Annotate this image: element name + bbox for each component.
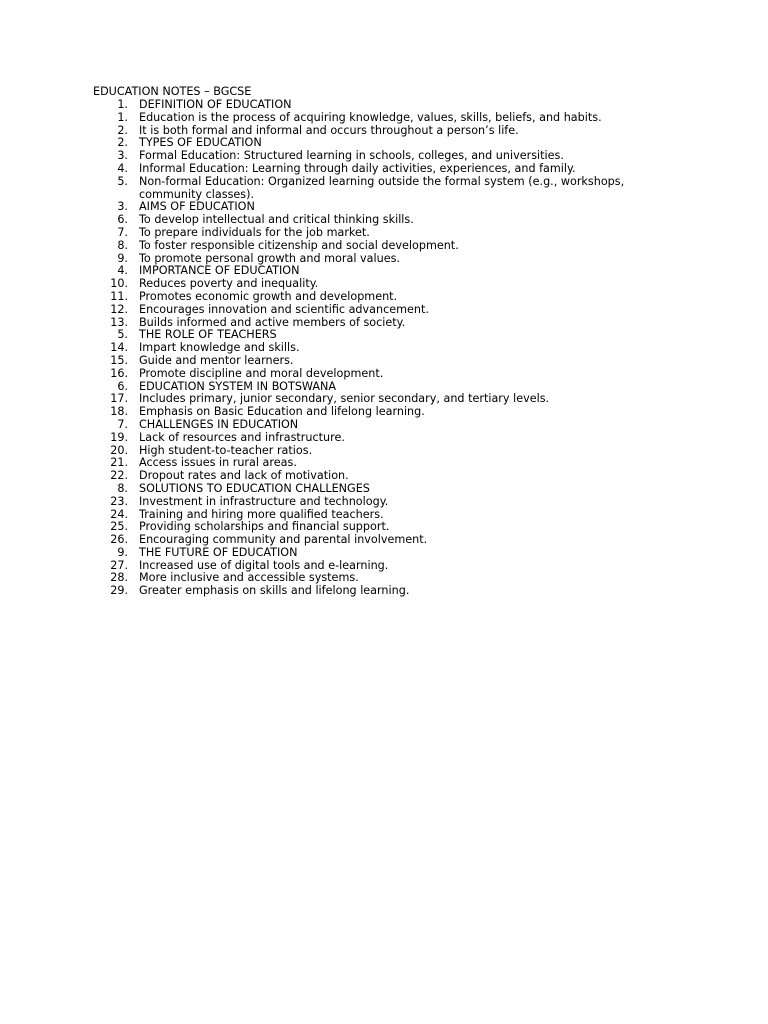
list-item xyxy=(93,470,673,483)
list-item-text: Non-formal Education: Organized learning outside the formal system (e.g., workshops, community classes). xyxy=(139,174,625,201)
list-item xyxy=(93,483,673,496)
list-item xyxy=(93,406,673,419)
list-item-text: Increased use of digital tools and e-learning. xyxy=(139,558,389,572)
list-item-text: To promote personal growth and moral values. xyxy=(139,251,400,265)
list-item-number: 14. xyxy=(110,341,128,355)
list-item-text: IMPORTANCE OF EDUCATION xyxy=(139,264,300,278)
list-item xyxy=(93,112,673,125)
list-item-number: 16. xyxy=(110,366,128,380)
list-item xyxy=(93,99,673,112)
list-item-number: 22. xyxy=(110,469,128,483)
list-item-number: 10. xyxy=(110,277,128,291)
list-item-number: 6. xyxy=(117,379,128,393)
list-item-number: 9. xyxy=(117,545,128,559)
list-item-number: 17. xyxy=(110,392,128,406)
list-item-text: CHALLENGES IN EDUCATION xyxy=(139,417,299,431)
list-item-text: THE FUTURE OF EDUCATION xyxy=(139,545,298,559)
list-item-text: Promotes economic growth and development. xyxy=(139,289,398,303)
list-item-text: Informal Education: Learning through daily activities, experiences, and family. xyxy=(139,161,576,175)
list-item-number: 21. xyxy=(110,456,128,470)
list-item-text: Encourages innovation and scientific advancement. xyxy=(139,302,429,316)
list-item-text: To foster responsible citizenship and social development. xyxy=(139,238,459,252)
list-item-number: 13. xyxy=(110,315,128,329)
list-item-text: EDUCATION SYSTEM IN BOTSWANA xyxy=(139,379,337,393)
list-item xyxy=(93,355,673,368)
list-item-text: Reduces poverty and inequality. xyxy=(139,277,319,291)
list-item-text: Guide and mentor learners. xyxy=(139,353,294,367)
list-item-text: Encouraging community and parental involvement. xyxy=(139,533,428,547)
list-item-number: 5. xyxy=(117,328,128,342)
list-item xyxy=(93,304,673,317)
list-item-number: 15. xyxy=(110,353,128,367)
list-item-number: 3. xyxy=(117,200,128,214)
list-item-text: AIMS OF EDUCATION xyxy=(139,200,255,214)
list-item-number: 23. xyxy=(110,494,128,508)
list-item xyxy=(93,432,673,445)
list-item-number: 9. xyxy=(117,251,128,265)
list-item xyxy=(93,227,673,240)
notes-list xyxy=(93,99,673,598)
list-item-number: 28. xyxy=(110,571,128,585)
list-item-number: 8. xyxy=(117,238,128,252)
list-item-text: Education is the process of acquiring knowledge, values, skills, beliefs, and habits. xyxy=(139,110,602,124)
list-item-number: 3. xyxy=(117,149,128,163)
list-item-text: Access issues in rural areas. xyxy=(139,456,297,470)
list-item-number: 2. xyxy=(117,123,128,137)
list-item-text: More inclusive and accessible systems. xyxy=(139,571,359,585)
list-item-number: 24. xyxy=(110,507,128,521)
list-item-number: 29. xyxy=(110,584,128,598)
list-item xyxy=(93,176,673,202)
list-item-text: High student-to-teacher ratios. xyxy=(139,443,313,457)
list-item-text: Dropout rates and lack of motivation. xyxy=(139,469,349,483)
list-item-text: SOLUTIONS TO EDUCATION CHALLENGES xyxy=(139,481,370,495)
list-item-text: It is both formal and informal and occurs throughout a person’s life. xyxy=(139,123,519,137)
list-item xyxy=(93,419,673,432)
list-item-text: Includes primary, junior secondary, senior secondary, and tertiary levels. xyxy=(139,392,550,406)
list-item-number: 12. xyxy=(110,302,128,316)
list-item-text: To prepare individuals for the job market. xyxy=(139,225,370,239)
list-item-text: Formal Education: Structured learning in schools, colleges, and universities. xyxy=(139,149,564,163)
list-item-number: 18. xyxy=(110,405,128,419)
list-item-number: 1. xyxy=(117,110,128,124)
list-item-text: Impart knowledge and skills. xyxy=(139,341,300,355)
list-item xyxy=(93,368,673,381)
list-item-number: 27. xyxy=(110,558,128,572)
list-item-number: 8. xyxy=(117,481,128,495)
list-item-text: THE ROLE OF TEACHERS xyxy=(139,328,277,342)
list-item-text: Training and hiring more qualified teachers. xyxy=(139,507,384,521)
list-item xyxy=(93,534,673,547)
list-item-text: TYPES OF EDUCATION xyxy=(139,136,262,150)
list-item-number: 4. xyxy=(117,264,128,278)
list-item-number: 6. xyxy=(117,213,128,227)
list-item-number: 7. xyxy=(117,417,128,431)
list-item xyxy=(93,585,673,598)
list-item-number: 20. xyxy=(110,443,128,457)
list-item-text: Emphasis on Basic Education and lifelong learning. xyxy=(139,405,425,419)
list-item-number: 25. xyxy=(110,520,128,534)
list-item xyxy=(93,496,673,509)
list-item-number: 4. xyxy=(117,161,128,175)
list-item-text: Builds informed and active members of society. xyxy=(139,315,406,329)
document-title: EDUCATION NOTES – BGCSE xyxy=(93,85,252,98)
list-item-number: 1. xyxy=(117,98,128,111)
list-item-text: Investment in infrastructure and technology. xyxy=(139,494,389,508)
list-item-number: 7. xyxy=(117,225,128,239)
list-item-number: 11. xyxy=(110,289,128,303)
list-item xyxy=(93,163,673,176)
list-item xyxy=(93,547,673,560)
list-item-text: Lack of resources and infrastructure. xyxy=(139,430,345,444)
list-item-number: 26. xyxy=(110,533,128,547)
list-item xyxy=(93,291,673,304)
list-item-number: 19. xyxy=(110,430,128,444)
list-item-text: Greater emphasis on skills and lifelong learning. xyxy=(139,584,410,598)
list-item xyxy=(93,240,673,253)
list-item-text: To develop intellectual and critical thinking skills. xyxy=(139,213,414,227)
list-item-text: Promote discipline and moral development. xyxy=(139,366,384,380)
list-item-text: DEFINITION OF EDUCATION xyxy=(139,98,292,111)
list-item-number: 5. xyxy=(117,174,128,188)
list-item-number: 2. xyxy=(117,136,128,150)
list-item-text: Providing scholarships and financial support. xyxy=(139,520,390,534)
